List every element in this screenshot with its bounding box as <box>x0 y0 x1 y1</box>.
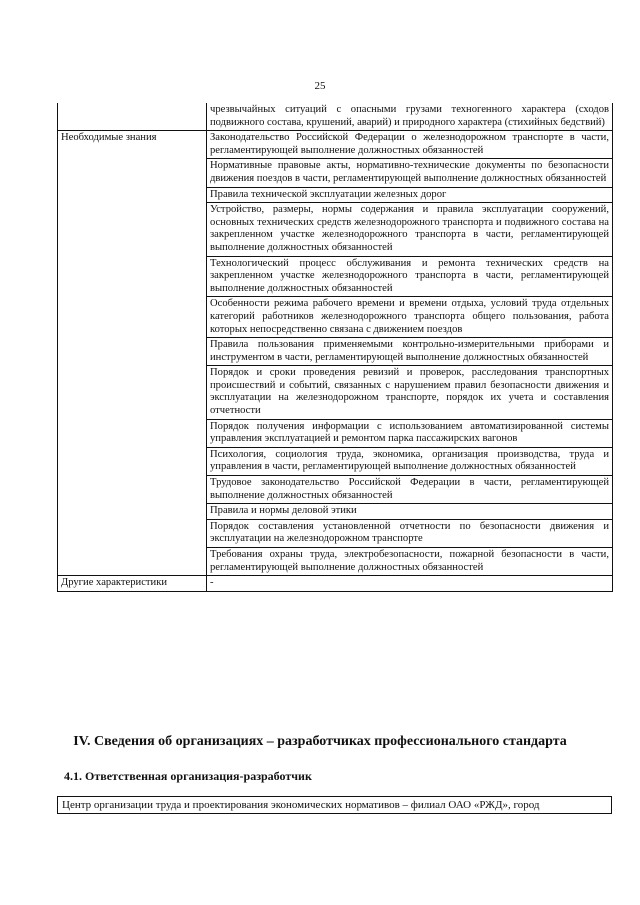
knowledge-item: Порядок составления установленной отчетности по безопасности движения и эксплуатации на железнодорожном транспорте <box>207 519 613 547</box>
organization-name-field: Центр организации труда и проектирования экономических нормативов – филиал ОАО «РЖД», город <box>57 796 612 814</box>
knowledge-item: Порядок и сроки проведения ревизий и проверок, расследования транспортных происшествий и событий, связанных с нарушением правил безопасности движения и эксплуатации на железнодорожном транспорте, порядок их учета и составления отчетности <box>207 366 613 419</box>
knowledge-item: Порядок получения информации с использованием автоматизированной системы управления эксплуатацией и ремонтом парка пассажирских вагонов <box>207 419 613 447</box>
competency-table <box>57 103 613 592</box>
other-characteristics-value: - <box>207 576 613 592</box>
knowledge-item: Правила технической эксплуатации железных дорог <box>207 187 613 203</box>
knowledge-item: Технологический процесс обслуживания и ремонта технических средств на закрепленном участке железнодорожного транспорта в части, регламентирующей выполнение должностных обязанностей <box>207 256 613 297</box>
other-characteristics-label: Другие характеристики <box>58 576 207 592</box>
knowledge-label: Необходимые знания <box>58 131 207 576</box>
knowledge-item: Особенности режима рабочего времени и времени отдыха, условий труда отдельных категорий работников железнодорожного транспорта общего пользования, работа которых непосредственно связана с движением поездов <box>207 297 613 338</box>
knowledge-item: Законодательство Российской Федерации о железнодорожном транспорте в части, регламентирующей выполнение должностных обязанностей <box>207 131 613 159</box>
knowledge-item: Психология, социология труда, экономика, организация производства, труда и управления в части, регламентирующей выполнение должностных обязанностей <box>207 447 613 475</box>
continuation-cell: чрезвычайных ситуаций с опасными грузами техногенного характера (сходов подвижного состава, крушений, аварий) и природного характера (стихийных бедствий) <box>207 103 613 131</box>
knowledge-item: Требования охраны труда, электробезопасности, пожарной безопасности в части, регламентирующей выполнение должностных обязанностей <box>207 548 613 576</box>
table-row <box>58 576 613 592</box>
knowledge-item: Трудовое законодательство Российской Федерации в части, регламентирующей выполнение должностных обязанностей <box>207 476 613 504</box>
section-heading: IV. Сведения об организациях – разработчиках профессионального стандарта <box>73 734 567 749</box>
knowledge-item: Правила пользования применяемыми контрольно-измерительными приборами и инструментом в части, регламентирующей выполнение должностных обязанностей <box>207 338 613 366</box>
knowledge-item: Нормативные правовые акты, нормативно-технические документы по безопасности движения поездов в части, регламентирующей выполнение должностных обязанностей <box>207 159 613 187</box>
subsection-heading: 4.1. Ответственная организация-разработчик <box>64 769 312 783</box>
knowledge-item: Устройство, размеры, нормы содержания и правила эксплуатации сооружений, основных технических средств железнодорожного транспорта и подвижного состава на закрепленном участке железнодорожного транспорта в части, регламентирующей выполнение должностных обязанностей <box>207 203 613 256</box>
empty-label-cell <box>58 103 207 131</box>
table-row <box>58 131 613 159</box>
table-row <box>58 103 613 131</box>
page-number: 25 <box>314 80 326 92</box>
knowledge-item: Правила и нормы деловой этики <box>207 504 613 520</box>
